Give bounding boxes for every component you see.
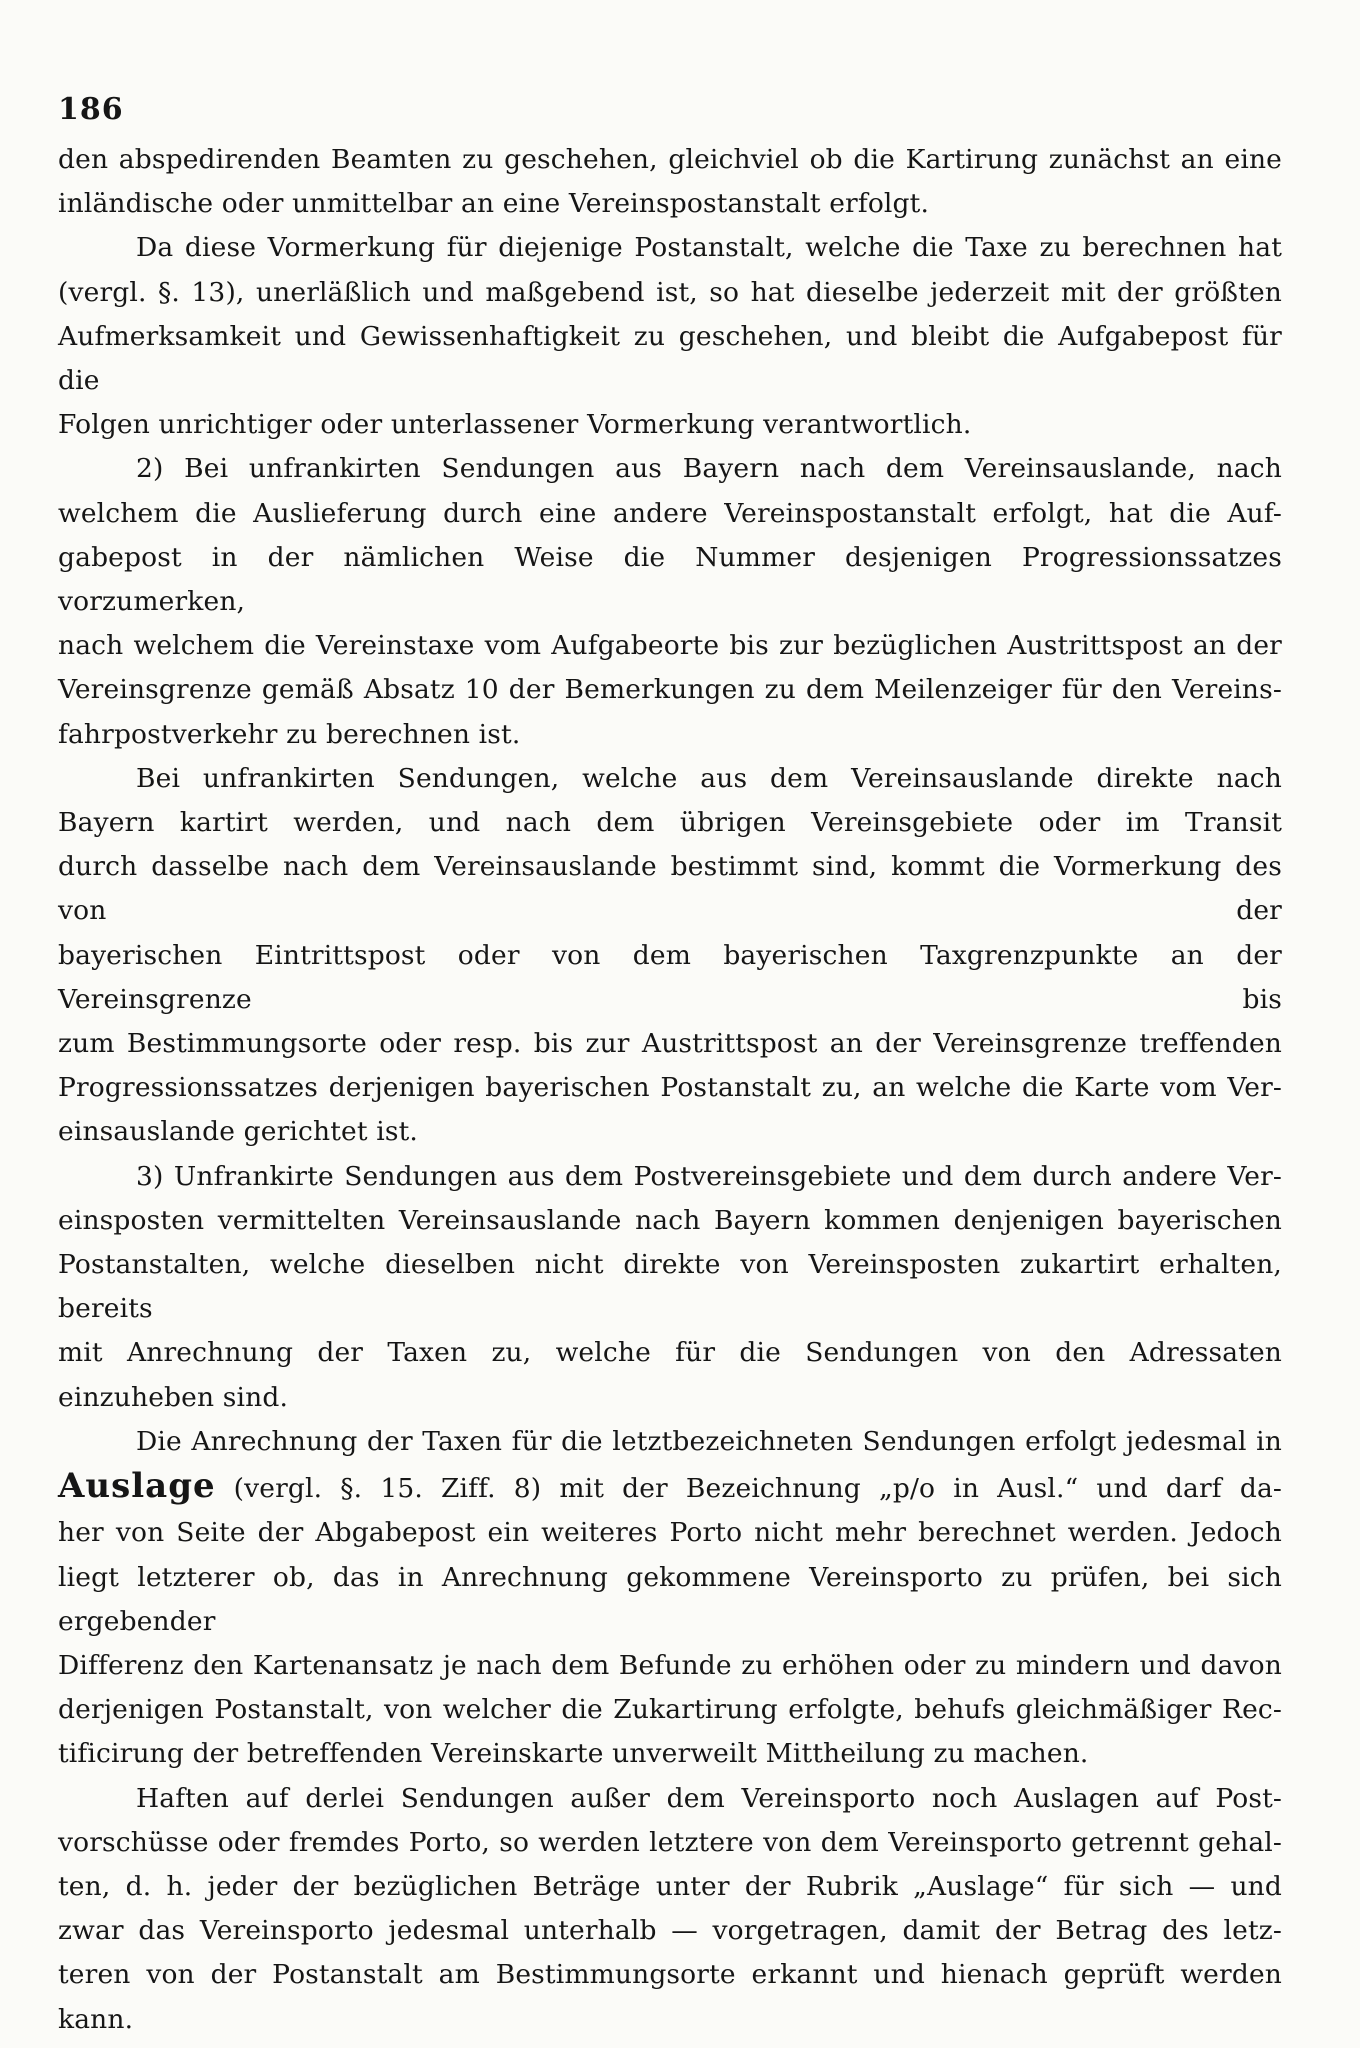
text-line: Differenz den Kartenansatz je nach dem Befunde zu erhöhen oder zu mindern und davon [58,1649,1282,1681]
text-line: inländische oder unmittelbar an eine Vereinspostanstalt erfolgt. [58,188,930,220]
text-line: einsauslande gerichtet ist. [58,1116,419,1148]
text-line: 3) Unfrankirte Sendungen aus dem Postvereinsgebiete und dem durch andere Ver- [136,1160,1282,1192]
text-line: Progressionssatzes derjenigen bayerischen Postanstalt zu, an welche die Karte vom Ver- [58,1072,1282,1104]
text-line: den abspedirenden Beamten zu geschehen, gleichviel ob die Kartirung zunächst an eine [58,144,1282,175]
text-line: gabepost in der nämlichen Weise die Nummer desjenigen Progressionssatzes vorzumerken, [58,541,1282,618]
text-line: Aufmerksamkeit und Gewissenhaftigkeit zu geschehen, und bleibt die Aufgabepost für die [58,320,1282,397]
emphasized-word: Auslage [58,1466,216,1507]
text-line: zum Bestimmungsorte oder resp. bis zur Austrittspost an der Vereinsgrenze treffenden [58,1028,1282,1060]
text-line: teren von der Postanstalt am Bestimmungsorte erkannt und hienach geprüft werden kann. [58,1959,1282,2035]
text-line [58,1464,1282,1511]
text-line: Bei unfrankirten Sendungen, welche aus dem Vereinsauslande direkte nach [136,762,1282,794]
text-line: Da diese Vormerkung für diejenige Postanstalt, welche die Taxe zu berechnen hat [136,232,1282,264]
text-line: Bayern kartirt werden, und nach dem übrigen Vereinsgebiete oder im Transit [58,807,1282,839]
text-line: Folgen unrichtiger oder unterlassener Vormerkung verantwortlich. [58,409,972,441]
text-line: Vereinsgrenze gemäß Absatz 10 der Bemerkungen zu dem Meilenzeiger für den Vereins- [58,674,1282,706]
text-line: bayerischen Eintrittspost oder von dem bayerischen Taxgrenzpunkte an der Vereinsgrenze bis [58,939,1282,1015]
text-line: mit Anrechnung der Taxen zu, welche für die Sendungen von den Adressaten [58,1337,1282,1369]
text-fragment: (vergl. §. 15. Ziff. 8) mit der Bezeichnung „p/o in Ausl.“ und darf da- [215,1473,1282,1505]
text-line: vorschüsse oder fremdes Porto, so werden letztere von dem Vereinsporto getrennt gehal- [58,1826,1282,1858]
text-line: einzuheben sind. [58,1381,289,1413]
text-line: Postanstalten, welche dieselben nicht direkte von Vereinsposten zukartirt erhalten, bereits [58,1249,1282,1325]
text-line: Die Anrechnung der Taxen für die letztbezeichneten Sendungen erfolgt jedesmal in [136,1425,1282,1457]
text-line: ten, d. h. jeder der bezüglichen Beträge unter der Rubrik „Auslage“ für sich — und [58,1870,1282,1902]
text-line: (vergl. §. 13), unerläßlich und maßgebend ist, so hat dieselbe jederzeit mit der größten [58,276,1282,308]
text-line: nach welchem die Vereinstaxe vom Aufgabeorte bis zur bezüglichen Austrittspost an der [58,630,1282,662]
text-line: her von Seite der Abgabepost ein weiteres Porto nicht mehr berechnet werden. Jedoch [58,1517,1282,1549]
text-line: tificirung der betreffenden Vereinskarte unverweilt Mittheilung zu machen. [58,1738,1089,1770]
text-line: zwar das Vereinsporto jedesmal unterhalb — vorgetragen, damit der Betrag des letz- [58,1915,1282,1947]
text-line: welchem die Auslieferung durch eine andere Vereinspostanstalt erfolgt, hat die Auf- [58,497,1282,529]
text-line: 2) Bei unfrankirten Sendungen aus Bayern nach dem Vereinsauslande, nach [136,453,1282,485]
text-line: derjenigen Postanstalt, von welcher die Zukartirung erfolgte, behufs gleichmäßiger Rec- [58,1694,1282,1726]
page-number: 186 [58,92,124,127]
text-line: Haften auf derlei Sendungen außer dem Vereinsporto noch Auslagen auf Post- [136,1782,1282,1814]
text-line: einsposten vermittelten Vereinsauslande nach Bayern kommen denjenigen bayerischen [58,1204,1282,1236]
text-line: liegt letzterer ob, das in Anrechnung gekommene Vereinsporto zu prüfen, bei sich ergebender [58,1561,1282,1637]
text-line: fahrpostverkehr zu berechnen ist. [58,718,521,750]
text-line: durch dasselbe nach dem Vereinsauslande bestimmt sind, kommt die Vormerkung des von der [58,851,1282,927]
body-text [58,138,1282,2042]
